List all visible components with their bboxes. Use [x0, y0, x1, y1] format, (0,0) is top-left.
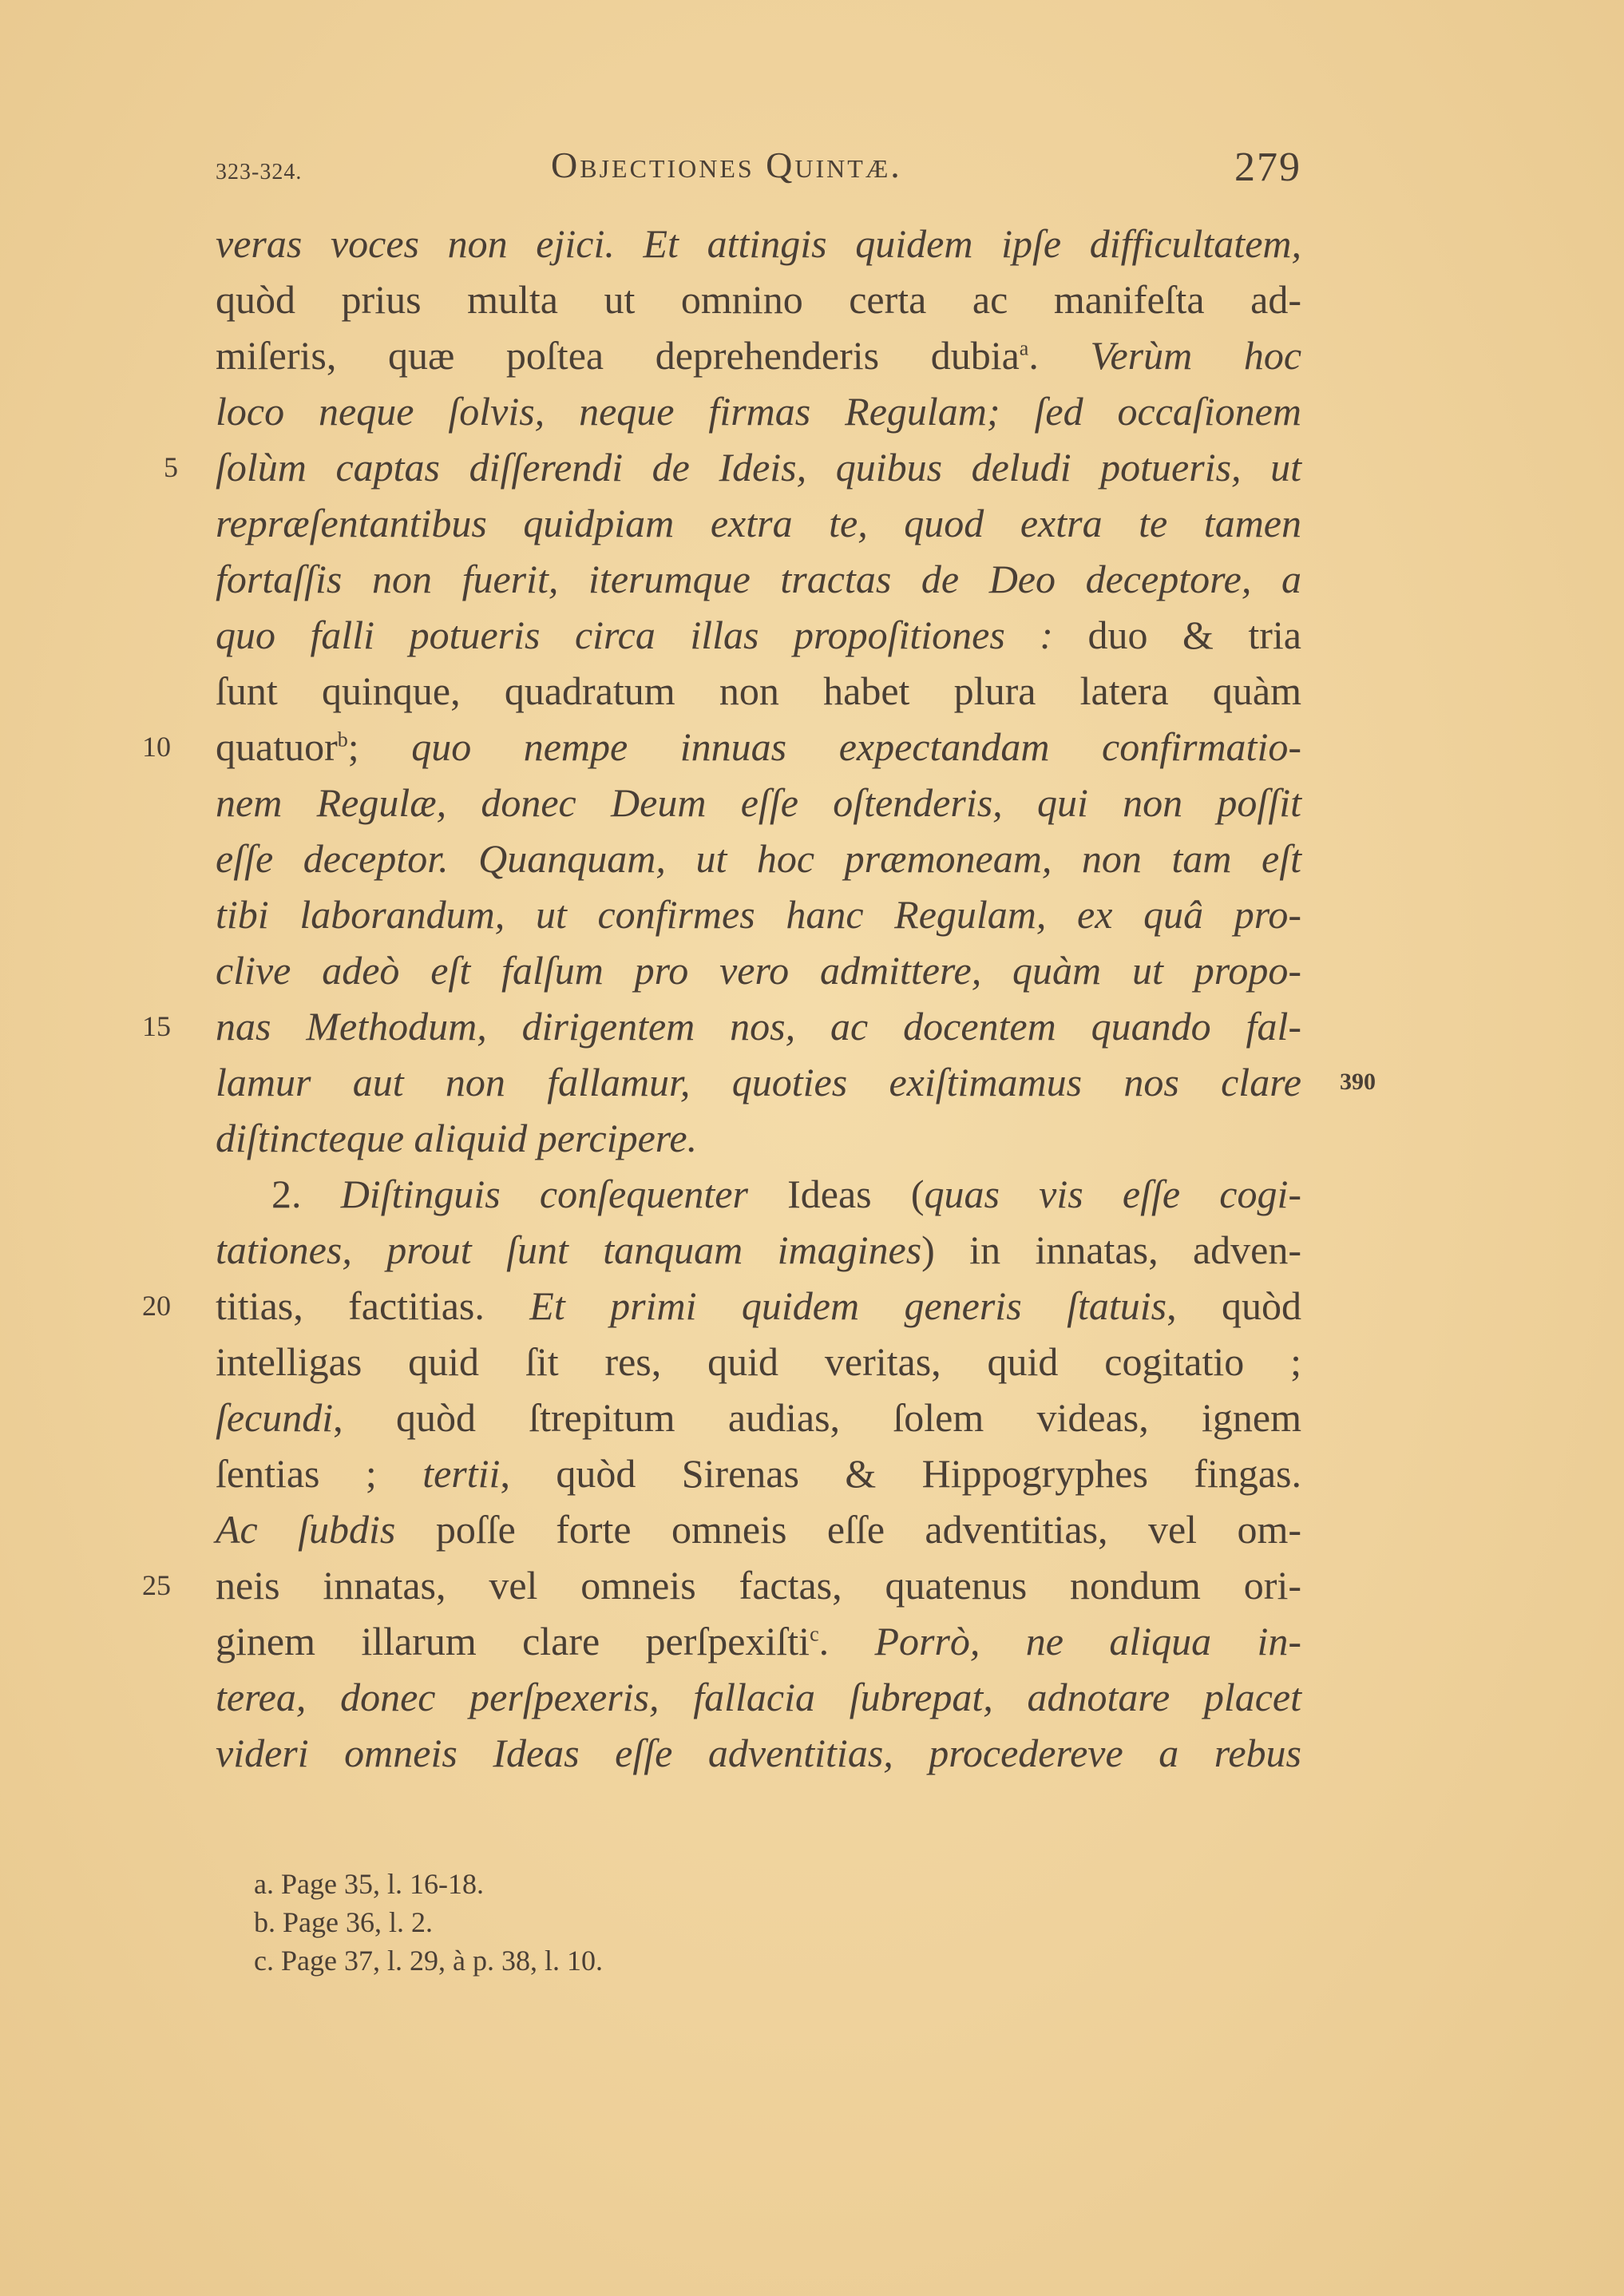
- text-line: [216, 216, 1301, 272]
- footnote-ref: b: [337, 728, 348, 751]
- text-segment: ſunt quinque, quadratum non habet plura latera quàm: [216, 668, 1301, 713]
- text-segment: ſecundi: [216, 1395, 334, 1440]
- line-number: 25: [142, 1569, 171, 1601]
- line-number: 10: [142, 731, 171, 763]
- text-segment: neis innatas, vel omneis factas, quatenus nondum ori-: [216, 1563, 1301, 1608]
- text-segment: miſeris, quæ poſtea deprehenderis dubia: [216, 333, 1020, 378]
- line-number: 5: [164, 451, 178, 483]
- text-segment: videri omneis Ideas eſſe adventitias, procedereve a rebus: [216, 1731, 1301, 1775]
- text-segment: nas Methodum, dirigentem nos, ac docentem quando fal-: [216, 1004, 1301, 1049]
- text-segment: ſentias ;: [216, 1451, 423, 1496]
- text-segment: Porrò, ne aliqua in-: [874, 1619, 1302, 1664]
- text-segment: ſolùm captas diſſerendi de Ideis, quibus deludi potueris, ut: [216, 445, 1301, 490]
- text-segment: loco neque ſolvis, neque firmas Regulam; ſed occaſionem: [216, 389, 1301, 434]
- text-segment: Ideas (: [787, 1172, 925, 1216]
- text-line: [216, 1334, 1301, 1390]
- text-segment: , quòd Sirenas & Hippogryphes fingas.: [500, 1451, 1302, 1496]
- footnote: b. Page 36, l. 2.: [254, 1906, 433, 1938]
- text-line: [216, 1278, 1301, 1334]
- text-line: [216, 719, 1301, 775]
- text-line: [216, 1501, 1301, 1557]
- text-line: [216, 383, 1301, 439]
- text-line: [216, 495, 1301, 551]
- text-line: [216, 775, 1301, 831]
- running-header: [216, 144, 1301, 200]
- text-segment: Ac ſubdis: [216, 1507, 436, 1552]
- footnote: c. Page 37, l. 29, à p. 38, l. 10.: [254, 1945, 603, 1977]
- text-segment: quòd prius multa ut omnino certa ac manifeſta ad-: [216, 277, 1301, 322]
- text-segment: eſſe deceptor. Quanquam, ut hoc præmoneam, non tam eſt: [216, 836, 1301, 881]
- page-number: 279: [1234, 145, 1301, 190]
- text-segment: Diſtinguis conſequenter: [340, 1172, 788, 1216]
- text-line: [216, 439, 1301, 495]
- text-segment: quo nempe innuas expectandam confirmatio-: [411, 724, 1301, 769]
- text-line: [216, 1222, 1301, 1278]
- text-segment: ginem illarum clare perſpexiſti: [216, 1619, 810, 1664]
- text-segment: nem Regulæ, donec Deum eſſe oſtenderis, qui non poſſit: [216, 780, 1301, 825]
- text-line: [216, 1166, 1301, 1222]
- text-line: [216, 942, 1301, 998]
- text-line: [216, 886, 1301, 942]
- text-segment: lamur aut non fallamur, quoties exiſtimamus nos clare: [216, 1060, 1301, 1104]
- text-segment: clive adeò eſt falſum pro vero admittere, quàm ut propo-: [216, 948, 1301, 993]
- text-line: [216, 272, 1301, 327]
- text-segment: Verùm hoc: [1090, 333, 1302, 378]
- footnote-ref: a: [1019, 336, 1029, 360]
- margin-page-reference: 390: [1340, 1069, 1376, 1095]
- text-segment: terea, donec perſpexeris, fallacia ſubrepat, adnotare placet: [216, 1675, 1301, 1719]
- text-line: [216, 663, 1301, 719]
- text-segment: poſſe forte omneis eſſe adventitias, vel om-: [435, 1507, 1301, 1552]
- text-segment: tertii: [422, 1451, 501, 1496]
- text-segment: .: [818, 1619, 875, 1664]
- running-title: Objectiones Quintæ.: [551, 145, 902, 185]
- text-line: [216, 998, 1301, 1054]
- line-number: 20: [142, 1290, 171, 1322]
- footnote-ref: c: [810, 1622, 819, 1646]
- text-line: [216, 607, 1301, 663]
- text-segment: diſtincteque aliquid percipere.: [216, 1116, 698, 1160]
- text-line: [216, 1669, 1301, 1725]
- text-line: [216, 1445, 1301, 1501]
- text-segment: fortaſſis non fuerit, iterumque tractas de Deo deceptore, a: [216, 557, 1301, 601]
- text-segment: tationes, prout ſunt tanquam imagines: [216, 1227, 922, 1272]
- text-line: [216, 1110, 1301, 1166]
- text-segment: titias, factitias.: [216, 1283, 530, 1328]
- text-segment: , quòd ſtrepitum audias, ſolem videas, ignem: [333, 1395, 1301, 1440]
- text-line: [216, 1725, 1301, 1781]
- text-segment: .: [1028, 333, 1091, 378]
- footnote: a. Page 35, l. 16-18.: [254, 1868, 484, 1900]
- text-segment: repræſentantibus quidpiam extra te, quod extra te tamen: [216, 501, 1301, 545]
- text-line: [216, 831, 1301, 886]
- text-line: [216, 327, 1301, 383]
- text-line: [216, 551, 1301, 607]
- page-range: 323-324.: [216, 160, 303, 184]
- text-segment: 2.: [271, 1172, 341, 1216]
- text-line: [216, 1613, 1301, 1669]
- text-segment: quas vis eſſe cogi-: [924, 1172, 1301, 1216]
- text-segment: quatuor: [216, 724, 338, 769]
- text-segment: intelligas quid ſit res, quid veritas, quid cogitatio ;: [216, 1339, 1301, 1384]
- text-segment: Et primi quidem generis ſtatuis: [529, 1283, 1167, 1328]
- text-segment: , quòd: [1167, 1283, 1301, 1328]
- text-line: [216, 1557, 1301, 1613]
- text-line: [216, 1054, 1301, 1110]
- line-number: 15: [142, 1010, 171, 1042]
- text-segment: ;: [347, 724, 412, 769]
- text-segment: quo falli potueris circa illas propoſitiones :: [216, 613, 1088, 657]
- text-segment: veras voces non ejici. Et attingis quidem ipſe difficultatem,: [216, 221, 1301, 266]
- text-line: [216, 1390, 1301, 1445]
- text-segment: ) in innatas, adven-: [921, 1227, 1301, 1272]
- text-segment: duo & tria: [1087, 613, 1301, 657]
- text-segment: tibi laborandum, ut confirmes hanc Regulam, ex quâ pro-: [216, 892, 1301, 937]
